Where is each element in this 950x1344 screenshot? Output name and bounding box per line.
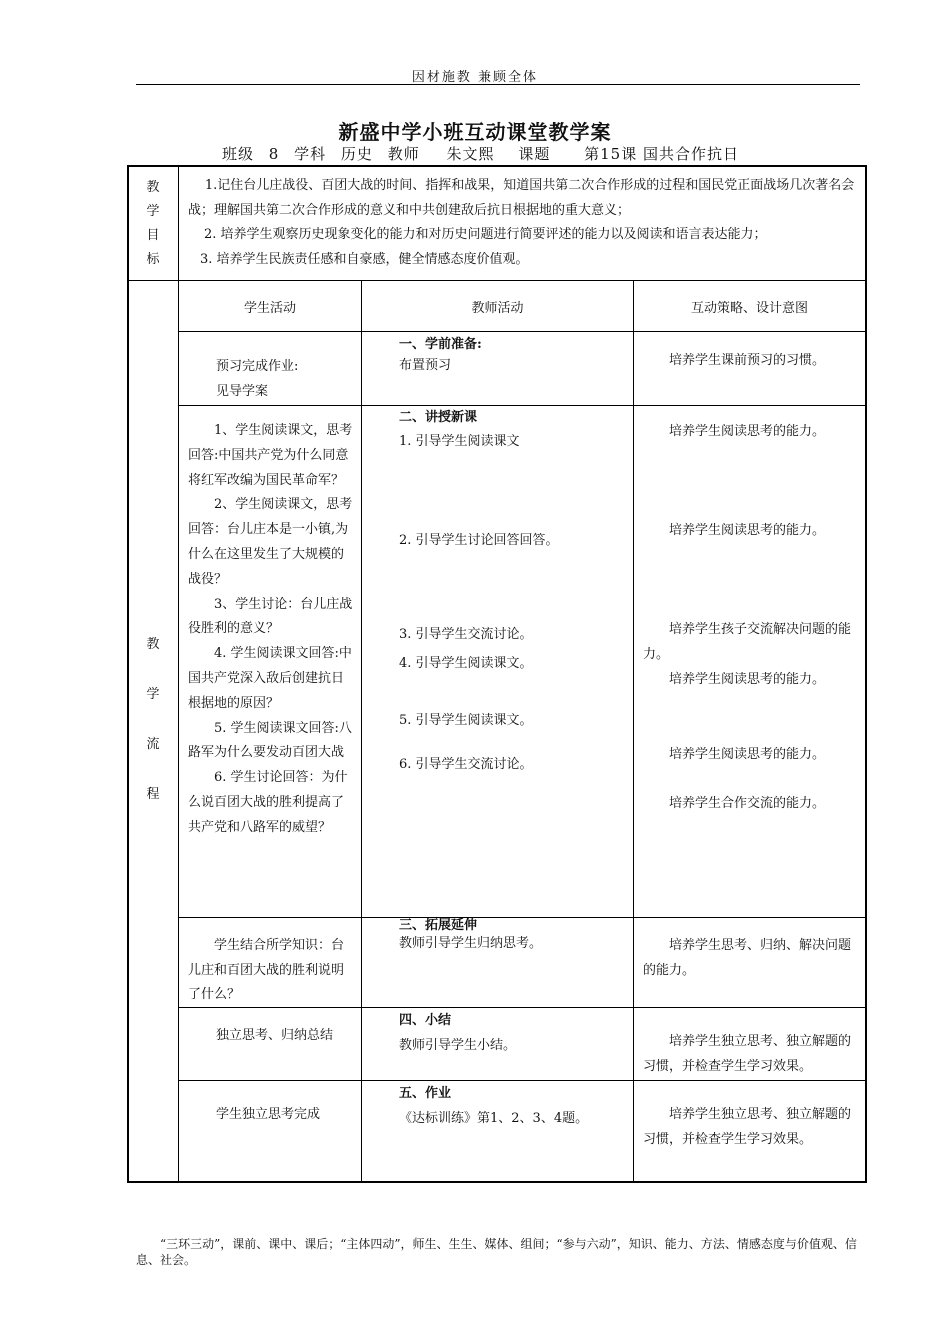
- list-item: 6. 学生讨论回答：为什么说百团大战的胜利提高了共产党和八路军的威望？: [188, 770, 348, 835]
- header-motto: 因材施教 兼顾全体: [411, 70, 539, 85]
- list-item: 2. 引导学生讨论回答回答。: [399, 533, 559, 548]
- list-item: 1. 引导学生阅读课文: [399, 434, 520, 449]
- document-title: 新盛中学小班互动课堂教学案: [338, 120, 612, 144]
- teacher-activity-cell: 三、拓展延伸 教师引导学生归纳思考。: [399, 917, 627, 953]
- table-divider: [361, 281, 362, 1183]
- table-divider: [178, 167, 179, 1183]
- strategy-cell: 培养学生思考、归纳、解决问题的能力。: [643, 938, 852, 978]
- student-activity-header: 学生活动: [243, 301, 296, 316]
- teacher-label: 教师: [387, 145, 420, 163]
- strategy-cell: 培养学生独立思考、独立解题的习惯，并检查学生学习效果。: [643, 1034, 852, 1074]
- table-divider: [179, 405, 865, 406]
- list-item: 2、学生阅读课文，思考回答：台儿庄本是一小镇,为什么在这里发生了大规模的战役？: [188, 497, 353, 587]
- section-heading: 二、讲授新课: [399, 410, 478, 425]
- teacher-activity-cell: 一、学前准备: 布置预习: [399, 336, 627, 379]
- goal-item: 3. 培养学生民族责任感和自豪感，健全情感态度价值观。: [200, 251, 529, 267]
- goals-content: [188, 174, 858, 272]
- goal-item: 1.记住台儿庄战役、百团大战的时间、指挥和战果，知道国共第二次合作形成的过程和国民党正面战场几次著名会战；理解国共第二次合作形成的意义和中共创建敌后抗日根据地的重大意义；: [188, 178, 855, 218]
- teacher-activity-cell: 四、小结 教师引导学生小结。: [399, 1012, 627, 1059]
- section-heading: 一、学前准备:: [399, 337, 482, 352]
- table-divider: [179, 1080, 865, 1081]
- process-label: 教 学 流 程: [146, 637, 160, 802]
- header-rule: [136, 84, 860, 85]
- goal-item: 2. 培养学生观察历史现象变化的能力和对历史问题进行简要评述的能力以及阅读和语言表达能力；: [204, 227, 767, 242]
- footer-note: “三环三动”，课前、课中、课后；“主体四动”，师生、生生、媒体、组间；“参与六动”，知识、能力、方法、情感态度与价值观、信息、社会。: [136, 1237, 857, 1267]
- section-heading: 五、作业: [399, 1086, 452, 1101]
- teacher-value: 朱文熙: [446, 145, 495, 163]
- list-item: 培养学生阅读思考的能力。: [669, 672, 826, 687]
- list-item: 5. 引导学生阅读课文。: [399, 713, 533, 728]
- subject-label: 学科: [294, 145, 327, 163]
- list-item: 培养学生阅读思考的能力。: [669, 747, 826, 762]
- student-activity-cell: 预习完成作业: 见导学案: [216, 359, 299, 399]
- student-activity-cell: 学生独立思考完成: [216, 1107, 321, 1122]
- topic-label: 课题: [518, 145, 551, 163]
- goals-label: 教 学 目 标: [146, 180, 160, 267]
- table-divider: [129, 280, 865, 281]
- section-heading: 四、小结: [399, 1013, 452, 1028]
- list-item: 培养学生阅读思考的能力。: [669, 523, 826, 538]
- class-value: 8: [268, 145, 280, 163]
- list-item: 培养学生合作交流的能力。: [669, 796, 826, 811]
- table-divider: [179, 331, 865, 332]
- list-item: 培养学生阅读思考的能力。: [669, 424, 826, 439]
- table-divider: [633, 281, 634, 1183]
- list-item: 3、学生讨论：台儿庄战役胜利的意义？: [188, 596, 353, 637]
- list-item: 5. 学生阅读课文回答:八路军为什么要发动百团大战: [188, 720, 352, 761]
- strategy-cell: 培养学生课前预习的习惯。: [669, 353, 826, 368]
- strategy-cell: [643, 420, 861, 910]
- list-item: 4. 引导学生阅读课文。: [399, 656, 533, 671]
- teacher-activity-cell: [399, 409, 627, 909]
- table-divider: [179, 1182, 865, 1183]
- list-item: 6. 引导学生交流讨论。: [399, 757, 533, 772]
- section-heading: 三、拓展延伸: [399, 918, 478, 933]
- student-activity-cell: 学生结合所学知识：台儿庄和百团大战的胜利说明了什么？: [188, 938, 345, 1002]
- list-item: 1、学生阅读课文，思考回答:中国共产党为什么同意将红军改编为国民革命军？: [188, 423, 353, 488]
- list-item: 3. 引导学生交流讨论。: [399, 627, 533, 642]
- student-activity-cell: [188, 419, 356, 841]
- class-label: 班级: [222, 145, 255, 163]
- teacher-activity-header: 教师活动: [471, 301, 524, 316]
- student-activity-cell: 独立思考、归纳总结: [216, 1028, 334, 1043]
- lesson-info-line: [222, 143, 796, 167]
- teacher-activity-cell: 五、作业 《达标训练》第1、2、3、4题。: [399, 1085, 627, 1132]
- strategy-header: 互动策略、设计意图: [690, 301, 808, 316]
- list-item: 培养学生孩子交流解决问题的能力。: [643, 622, 852, 662]
- strategy-cell: 培养学生独立思考、独立解题的习惯，并检查学生学习效果。: [643, 1107, 852, 1147]
- subject-value: 历史: [340, 145, 373, 163]
- list-item: 4. 学生阅读课文回答:中国共产党深入敌后创建抗日根据地的原因？: [188, 646, 352, 711]
- topic-value: 第15课 国共合作抗日: [584, 145, 739, 163]
